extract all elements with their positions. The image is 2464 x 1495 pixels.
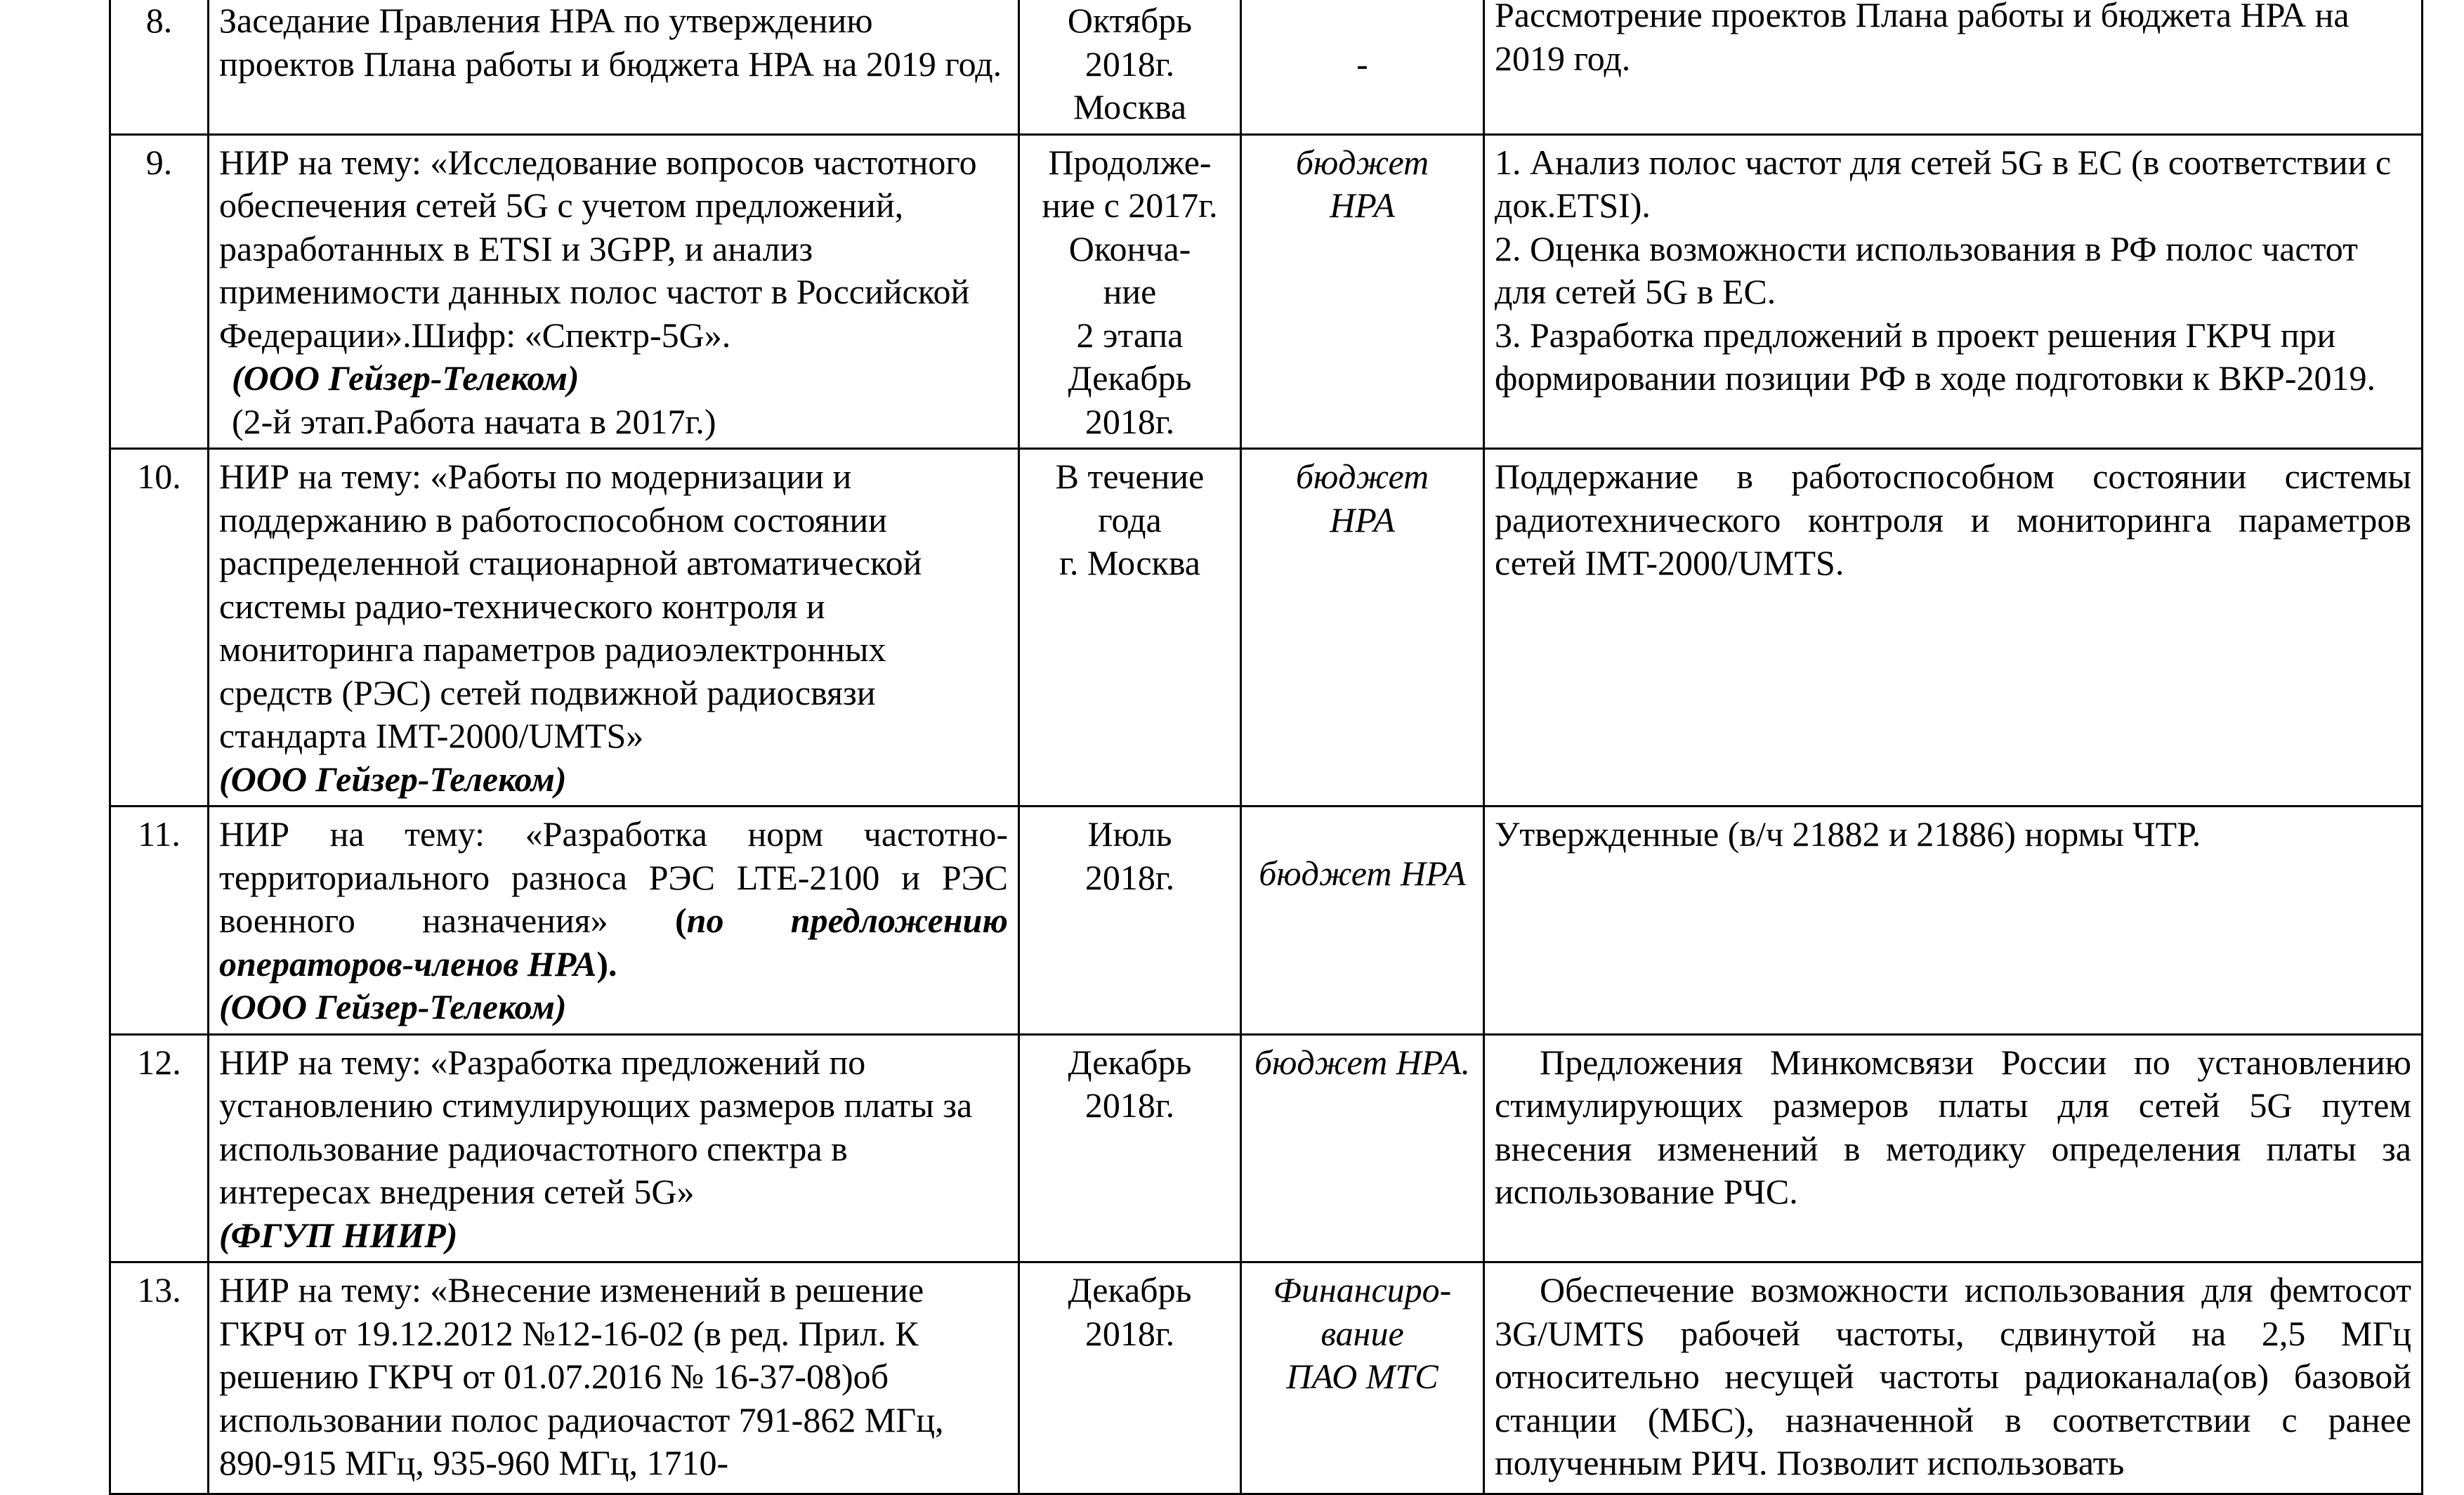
- table-row: [110, 0, 2423, 134]
- table-row: [110, 449, 2423, 807]
- date-line: Декабрь: [1068, 1042, 1192, 1082]
- work-plan-table: [109, 0, 2423, 1495]
- date-cell: [1019, 1262, 1241, 1494]
- date-line: Декабрь: [1068, 358, 1192, 398]
- result-text: Утвержденные (в/ч 21882 и 21886) нормы ЧТР.: [1495, 814, 2201, 854]
- date-line: Оконча-: [1068, 228, 1191, 268]
- result-text: Обеспечение возможности использования для фемтосот 3G/UMTS рабочей частоты, сдвинутой на 2,5 МГц относительно несущей частоты радиоканала(ов) базовой станции (МБС), назначенной в соответствии с ранее полученным РИЧ. Позволит использовать: [1495, 1270, 2411, 1482]
- result-item: 2. Оценка возможности использования в РФ полос частот для сетей 5G в ЕС.: [1495, 228, 2358, 311]
- executor-org: (ООО Гейзер-Телеком): [232, 358, 579, 398]
- source-line: бюджет: [1295, 457, 1429, 496]
- source-line: вание: [1321, 1313, 1404, 1353]
- date-line: ние с 2017г.: [1042, 185, 1218, 225]
- title-emphasis: по предложению операторов-членов НРА: [219, 901, 1008, 984]
- date-line: 2018г.: [1084, 857, 1175, 897]
- funding-source: [1241, 134, 1484, 449]
- date-cell: [1019, 807, 1241, 1035]
- activity-title: [209, 1034, 1019, 1262]
- table-row: [110, 807, 2423, 1035]
- date-line: Июль: [1087, 814, 1172, 854]
- date-line: 2018г.: [1084, 1085, 1175, 1125]
- date-line: г. Москва: [1059, 543, 1200, 582]
- activity-title: [209, 807, 1019, 1035]
- row-number: 12.: [110, 1034, 209, 1262]
- date-line: года: [1098, 500, 1162, 540]
- result-text: Рассмотрение проектов Плана работы и бюджета НРА на 2019 год.: [1495, 0, 2350, 78]
- funding-source: [1241, 1262, 1484, 1494]
- activity-title-text: НИР на тему: «Разработка предложений по установлению стимулирующих размеров платы за использование радиочастотного спектра в интересах внедрения сетей 5G»: [219, 1042, 973, 1211]
- row-number: 9.: [110, 134, 209, 449]
- source-line: НРА: [1330, 500, 1395, 540]
- activity-title: [209, 134, 1019, 449]
- source-line: бюджет: [1295, 142, 1429, 182]
- result-item: 3. Разработка предложений в проект решения ГКРЧ при формировании позиции РФ в ходе подготовки к ВКР-2019.: [1495, 315, 2376, 398]
- date-line: 2 этапа: [1076, 315, 1184, 355]
- table-row: [110, 1034, 2423, 1262]
- date-cell: [1019, 134, 1241, 449]
- date-line: Октябрь: [1067, 1, 1193, 40]
- date-line: Декабрь: [1068, 1270, 1192, 1310]
- result-text: Предложения Минкомсвязи России по установлению стимулирующих размеров платы для сетей 5G путем внесения изменений в методику определения платы за использование РЧС.: [1495, 1042, 2411, 1211]
- date-line: В течение: [1055, 457, 1205, 496]
- table-row: [110, 134, 2423, 449]
- activity-title-text: НИР на тему: «Внесение изменений в решение ГКРЧ от 19.12.2012 №12-16-02 (в ред. Прил. К решению ГКРЧ от 01.07.2016 № 16-37-08)об использовании полос радиочастот 791-862 МГц, 890-915 МГц, 935-960 МГц, 1710-: [219, 1270, 944, 1482]
- funding-source: бюджет НРА.: [1241, 1034, 1484, 1262]
- row-number: 8.: [110, 0, 209, 134]
- date-line: 2018г.: [1084, 401, 1175, 441]
- funding-source: бюджет НРА: [1241, 807, 1484, 1035]
- expected-result: [1484, 134, 2423, 449]
- row-number: 11.: [110, 807, 209, 1035]
- date-cell: [1019, 1034, 1241, 1262]
- activity-title: [209, 1262, 1019, 1494]
- funding-source: [1241, 449, 1484, 807]
- activity-title-text: НИР на тему: «Работы по модернизации и поддержанию в работоспособном состоянии распределенной стационарной автоматической системы радио-технического контроля и мониторинга параметров радиоэлектронных средств (РЭС) сетей подвижной радиосвязи стандарта IMT-2000/UMTS»: [219, 457, 922, 755]
- row-number: 13.: [110, 1262, 209, 1494]
- table-row: [110, 1262, 2423, 1494]
- date-cell: [1019, 449, 1241, 807]
- date-line: ние: [1103, 272, 1157, 311]
- date-line: 2018г.: [1084, 1313, 1175, 1353]
- funding-source: -: [1241, 0, 1484, 134]
- activity-title: [209, 449, 1019, 807]
- result-text: Поддержание в работоспособном состоянии системы радиотехнического контроля и мониторинга параметров сетей IMT-2000/UMTS.: [1495, 457, 2411, 582]
- expected-result: [1484, 807, 2423, 1035]
- executor-org: (ФГУП НИИР): [219, 1215, 458, 1255]
- activity-title-text: НИР на тему: «Разработка норм частотно-территориального разноса РЭС LTE-2100 и РЭС военного назначения»: [219, 814, 1008, 940]
- activity-title: [209, 0, 1019, 134]
- executor-org: (ООО Гейзер-Телеком): [219, 987, 567, 1026]
- date-line: 2018г.: [1084, 44, 1175, 84]
- expected-result: [1484, 449, 2423, 807]
- result-item: 1. Анализ полос частот для сетей 5G в ЕС (в соответствии с док.ETSI).: [1495, 142, 2392, 225]
- activity-title-text: НИР на тему: «Исследование вопросов частотного обеспечения сетей 5G с учетом предложений, разработанных в ETSI и 3GPP, и анализ применимости данных полос частот в Российской Федерации».Шифр: «Спектр-5G».: [219, 142, 977, 355]
- source-line: ПАО МТС: [1286, 1357, 1439, 1396]
- activity-title-text: Заседание Правления НРА по утверждению проектов Плана работы и бюджета НРА на 2019 год.: [219, 1, 1002, 84]
- date-line: Продолже-: [1048, 142, 1212, 182]
- expected-result: [1484, 1262, 2423, 1494]
- executor-org: (ООО Гейзер-Телеком): [219, 759, 567, 799]
- title-paren-close: ).: [596, 944, 617, 984]
- expected-result: [1484, 1034, 2423, 1262]
- source-line: НРА: [1330, 185, 1395, 225]
- date-cell: [1019, 0, 1241, 134]
- source-line: Финансиро-: [1273, 1270, 1452, 1310]
- activity-note: (2-й этап.Работа начата в 2017г.): [232, 401, 716, 441]
- row-number: 10.: [110, 449, 209, 807]
- expected-result: [1484, 0, 2423, 134]
- title-paren-open: (: [608, 901, 687, 940]
- date-line: Москва: [1073, 87, 1187, 126]
